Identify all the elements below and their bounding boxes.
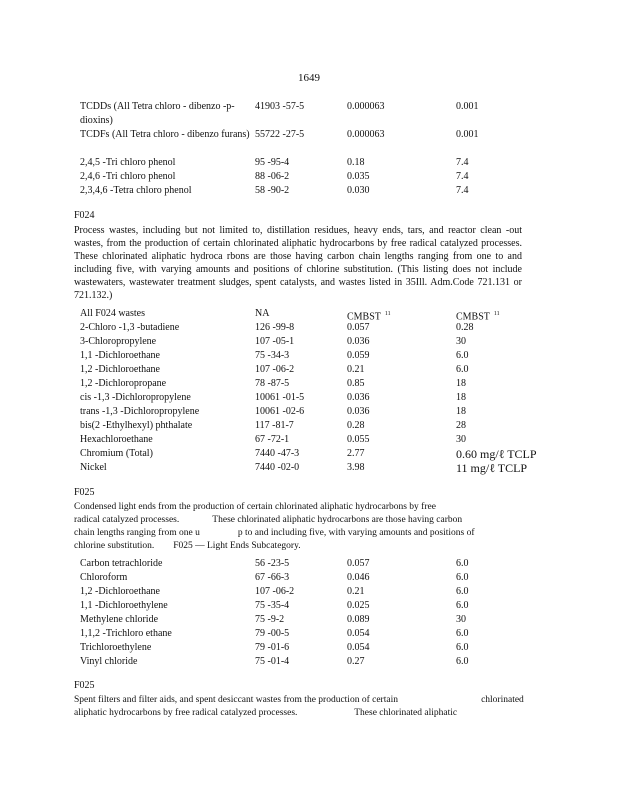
- f024-description: Process wastes, including but not limited to, distillation residues, heavy ends, tars, and reactor clean -out wastes, from the production of certain chlorinated aliphatic hydrocarbons by free radical catalyzed processes. These chlorinated aliphatic hydroca rbons are those having carbon chain lengths ranging from one to and including five, with varying amounts and positions of chlorine substitution. (This listing does not include wastewaters, wastewater treatment sludges, spent catalysts, and wastes listed in 35Ill. Adm.Code 721.131 or 721.132.): [74, 225, 522, 301]
- cmbst-value: 0.025: [347, 600, 370, 611]
- f025-filters-description: Spent filters and filter aids, and spent desiccant wastes from the production of certain chlorinated aliphatic hydrocarbons by free radical catalyzed processes. These chlorinated aliphatic: [74, 695, 524, 718]
- waste-name: Methylene chloride: [80, 614, 159, 625]
- waste-name: 2,3,4,6 -Tetra chloro phenol: [80, 185, 192, 196]
- waste-name: TCDDs (All Tetra chloro - dibenzo -p-dioxins): [80, 101, 235, 126]
- waste-name: Chloroform: [80, 572, 128, 583]
- waste-name: Hexachloroethane: [80, 434, 153, 445]
- cmbst2-value: 30: [456, 336, 466, 347]
- waste-name: Nickel: [80, 462, 107, 473]
- cmbst-value: 0.057: [347, 558, 370, 569]
- f025-heading: F025: [74, 487, 95, 498]
- cas-number: 95 -95-4: [255, 157, 290, 168]
- cas-number: 107 -05-1: [255, 336, 295, 347]
- waste-name: cis -1,3 -Dichloropropylene: [80, 392, 191, 403]
- cmbst2-value: 18: [456, 378, 466, 389]
- cmbst2-value: 18: [456, 392, 466, 403]
- cmbst-value: 0.089: [347, 614, 370, 625]
- cmbst-value: 0.036: [347, 336, 370, 347]
- waste-name: 2,4,6 -Tri chloro phenol: [80, 171, 176, 182]
- waste-name: 1,1,2 -Trichloro ethane: [80, 628, 172, 639]
- cmbst2-value: 7.4: [456, 185, 469, 196]
- cmbst-value: 0.059: [347, 350, 370, 361]
- cmbst2-value: 6.0: [456, 364, 469, 375]
- cas-number: 55722 -27-5: [255, 129, 305, 140]
- cas-number: 88 -06-2: [255, 171, 290, 182]
- cmbst2-value: 0.001: [456, 129, 479, 140]
- cmbst-value: 0.036: [347, 406, 370, 417]
- cmbst-value: 0.057: [347, 322, 370, 333]
- cmbst-value: 0.055: [347, 434, 370, 445]
- cas-number: 107 -06-2: [255, 364, 295, 375]
- header-cas: NA: [255, 308, 270, 319]
- waste-name: 1,1 -Dichloroethylene: [80, 600, 168, 611]
- cas-number: 126 -99-8: [255, 322, 295, 333]
- waste-name: 2,4,5 -Tri chloro phenol: [80, 157, 176, 168]
- cmbst-value: 0.18: [347, 157, 365, 168]
- cas-number: 75 -34-3: [255, 350, 290, 361]
- cmbst2-value: 6.0: [456, 350, 469, 361]
- cas-number: 7440 -47-3: [255, 448, 300, 459]
- waste-name: 1,2 -Dichloroethane: [80, 364, 160, 375]
- cas-number: 7440 -02-0: [255, 462, 300, 473]
- cas-number: 79 -01-6: [255, 642, 290, 653]
- cmbst2-value: 30: [456, 614, 466, 625]
- waste-name: Carbon tetrachloride: [80, 558, 163, 569]
- cmbst-value: 0.036: [347, 392, 370, 403]
- cmbst2-value: 6.0: [456, 558, 469, 569]
- cmbst2-value: 7.4: [456, 171, 469, 182]
- cmbst2-value: 6.0: [456, 656, 469, 667]
- cmbst-value: 0.27: [347, 656, 365, 667]
- f025-filters-heading: F025: [74, 680, 95, 691]
- cas-number: 10061 -01-5: [255, 392, 305, 403]
- waste-name: 1,2 -Dichloroethane: [80, 586, 160, 597]
- cmbst-value: 0.85: [347, 378, 365, 389]
- cmbst-value: 0.000063: [347, 101, 385, 112]
- cas-number: 107 -06-2: [255, 586, 295, 597]
- cmbst2-value: 30: [456, 434, 466, 445]
- cmbst-value: 0.000063: [347, 129, 385, 140]
- cmbst2-value: 11 mg/ℓ TCLP: [456, 461, 528, 475]
- cmbst2-value: 0.60 mg/ℓ TCLP: [456, 447, 537, 461]
- waste-name: Trichloroethylene: [80, 642, 152, 653]
- cmbst2-value: 28: [456, 420, 466, 431]
- cmbst2-value: 6.0: [456, 628, 469, 639]
- cmbst2-value: 0.001: [456, 101, 479, 112]
- waste-name: Chromium (Total): [80, 448, 153, 459]
- cas-number: 75 -9-2: [255, 614, 285, 625]
- cmbst2-value: 6.0: [456, 642, 469, 653]
- waste-name: 3-Chloropropylene: [80, 336, 157, 347]
- cmbst2-value: 7.4: [456, 157, 469, 168]
- cas-number: 10061 -02-6: [255, 406, 305, 417]
- cas-number: 58 -90-2: [255, 185, 290, 196]
- f025-description: Condensed light ends from the production of certain chlorinated aliphatic hydrocarbons by free radical catalyzed processes. These chlorinated aliphatic hydrocarbons are those having carbon chain lengths ranging from one u p to and including five, with varying amounts and positions of chlorine substitution. F025 — Light Ends Subcategory.: [74, 502, 475, 551]
- cas-number: 78 -87-5: [255, 378, 290, 389]
- cmbst-value: 0.035: [347, 171, 370, 182]
- waste-name: 2-Chloro -1,3 -butadiene: [80, 322, 180, 333]
- cmbst2-value: 6.0: [456, 572, 469, 583]
- waste-name: Vinyl chloride: [80, 656, 138, 667]
- page-number: 1649: [298, 72, 320, 84]
- cas-number: 75 -01-4: [255, 656, 290, 667]
- cmbst-value: 2.77: [347, 448, 365, 459]
- cmbst2-value: 6.0: [456, 586, 469, 597]
- cas-number: 41903 -57-5: [255, 101, 305, 112]
- header-name: All F024 wastes: [80, 308, 145, 319]
- cmbst-value: 0.054: [347, 642, 370, 653]
- cas-number: 79 -00-5: [255, 628, 290, 639]
- waste-name: trans -1,3 -Dichloropropylene: [80, 406, 200, 417]
- header-cmbst: CMBST $^{11}$: [347, 311, 391, 323]
- waste-name: 1,2 -Dichloropropane: [80, 378, 167, 389]
- cmbst-value: 0.046: [347, 572, 370, 583]
- waste-name: TCDFs (All Tetra chloro - dibenzo furans): [80, 129, 250, 140]
- cas-number: 67 -72-1: [255, 434, 290, 445]
- cmbst2-value: 18: [456, 406, 466, 417]
- cas-number: 56 -23-5: [255, 558, 290, 569]
- cmbst-value: 0.21: [347, 364, 365, 375]
- cas-number: 67 -66-3: [255, 572, 290, 583]
- cmbst2-value: 6.0: [456, 600, 469, 611]
- cmbst-value: 0.28: [347, 420, 365, 431]
- cmbst-value: 0.030: [347, 185, 370, 196]
- cmbst-value: 0.21: [347, 586, 365, 597]
- f024-heading: F024: [74, 210, 95, 221]
- cmbst2-value: 0.28: [456, 322, 474, 333]
- cmbst-value: 0.054: [347, 628, 370, 639]
- cas-number: 117 -81-7: [255, 420, 294, 431]
- header-cmbst2: CMBST $^{11}$: [456, 311, 500, 323]
- cas-number: 75 -35-4: [255, 600, 290, 611]
- waste-name: bis(2 -Ethylhexyl) phthalate: [80, 420, 193, 431]
- waste-name: 1,1 -Dichloroethane: [80, 350, 160, 361]
- cmbst-value: 3.98: [347, 462, 365, 473]
